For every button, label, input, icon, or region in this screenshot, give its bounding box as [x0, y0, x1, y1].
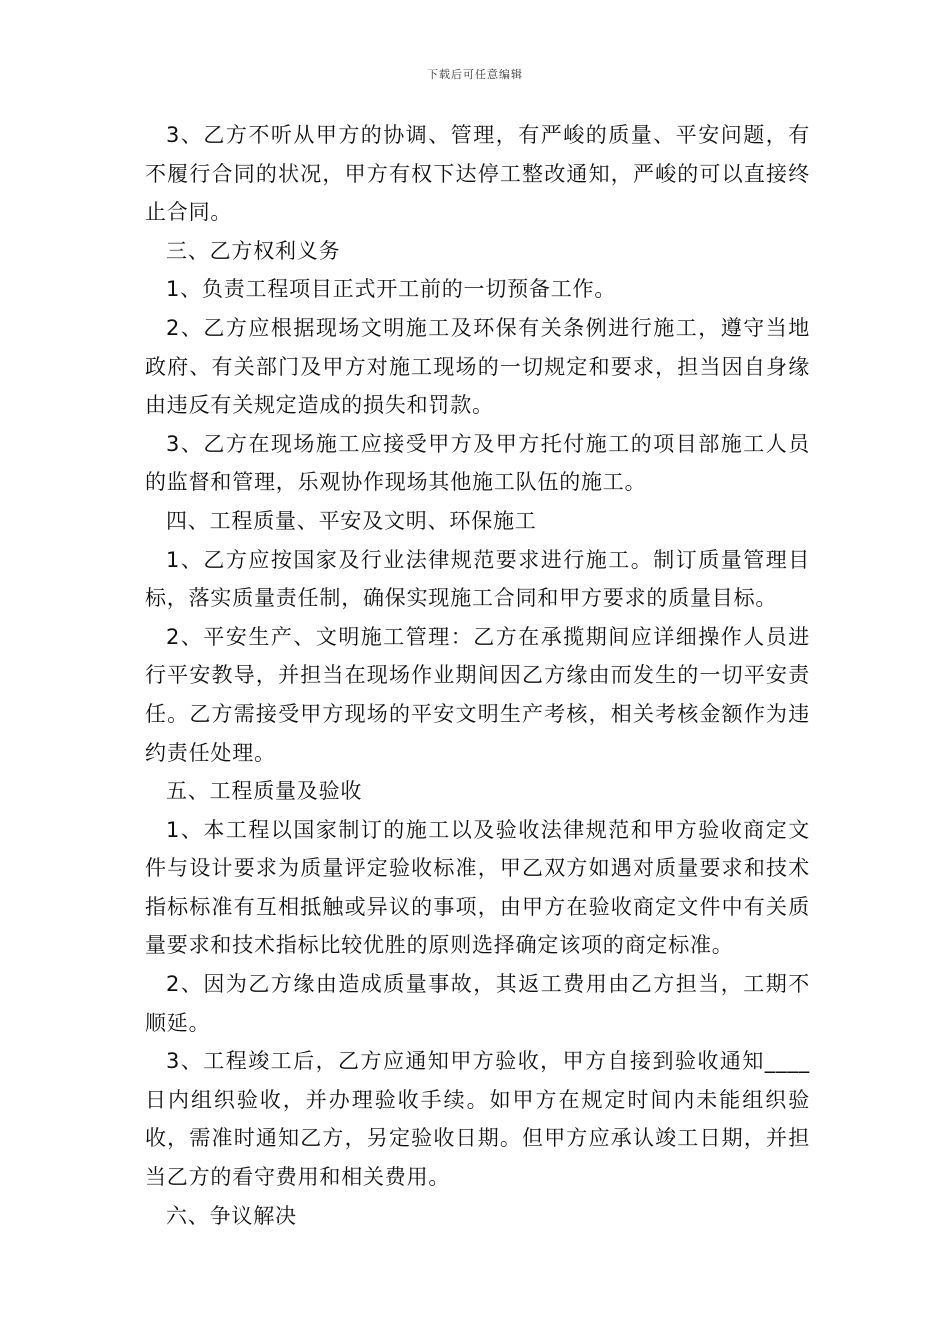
clause-paragraph: 3、工程竣工后，乙方应通知甲方验收，甲方自接到验收通知____日内组织验收，并办理验收手续。如甲方在规定时间内未能组织验收，需准时通知乙方，另定验收日期。但甲方应承认竣工日期，并担当乙方的看守费用和相关费用。: [145, 1049, 810, 1190]
clause-paragraph: 1、本工程以国家制订的施工以及验收法律规范和甲方验收商定文件与设计要求为质量评定验收标准，甲乙双方如遇对质量要求和技术指标标准有互相抵触或异议的事项，由甲方在验收商定文件中有关质量要求和技术指标比较优胜的原则选择确定该项的商定标准。: [145, 817, 810, 958]
clause-paragraph: 2、因为乙方缘由造成质量事故，其返工费用由乙方担当，工期不顺延。: [145, 972, 810, 1035]
clause-paragraph: 2、乙方应根据现场文明施工及环保有关条例进行施工，遵守当地政府、有关部门及甲方对施工现场的一切规定和要求，担当因自身缘由违反有关规定造成的损失和罚款。: [145, 315, 810, 418]
clause-paragraph: 3、乙方不听从甲方的协调、管理，有严峻的质量、平安问题，有不履行合同的状况，甲方有权下达停工整改通知，严峻的可以直接终止合同。: [145, 123, 810, 225]
clause-paragraph: 2、平安生产、文明施工管理：乙方在承揽期间应详细操作人员进行平安教导，并担当在现场作业期间因乙方缘由而发生的一切平安责任。乙方需接受甲方现场的平安文明生产考核，相关考核金额作为违约责任处理。: [145, 624, 810, 765]
section-heading: 六、争议解决: [166, 1203, 297, 1228]
clause-paragraph: 1、负责工程项目正式开工前的一切预备工作。: [166, 277, 617, 302]
page-header: 下载后可任意编辑: [427, 68, 523, 81]
clause-paragraph: 3、乙方在现场施工应接受甲方及甲方托付施工的项目部施工人员的监督和管理，乐观协作现场其他施工队伍的施工。: [145, 431, 810, 495]
section-heading: 五、工程质量及验收: [166, 779, 363, 804]
section-heading: 三、乙方权利义务: [166, 238, 341, 263]
section-heading: 四、工程质量、平安及文明、环保施工: [166, 508, 537, 533]
document-body: [145, 116, 810, 1235]
clause-paragraph: 1、乙方应按国家及行业法律规范要求进行施工。制订质量管理目标，落实质量责任制，确保实现施工合同和甲方要求的质量目标。: [145, 547, 810, 611]
